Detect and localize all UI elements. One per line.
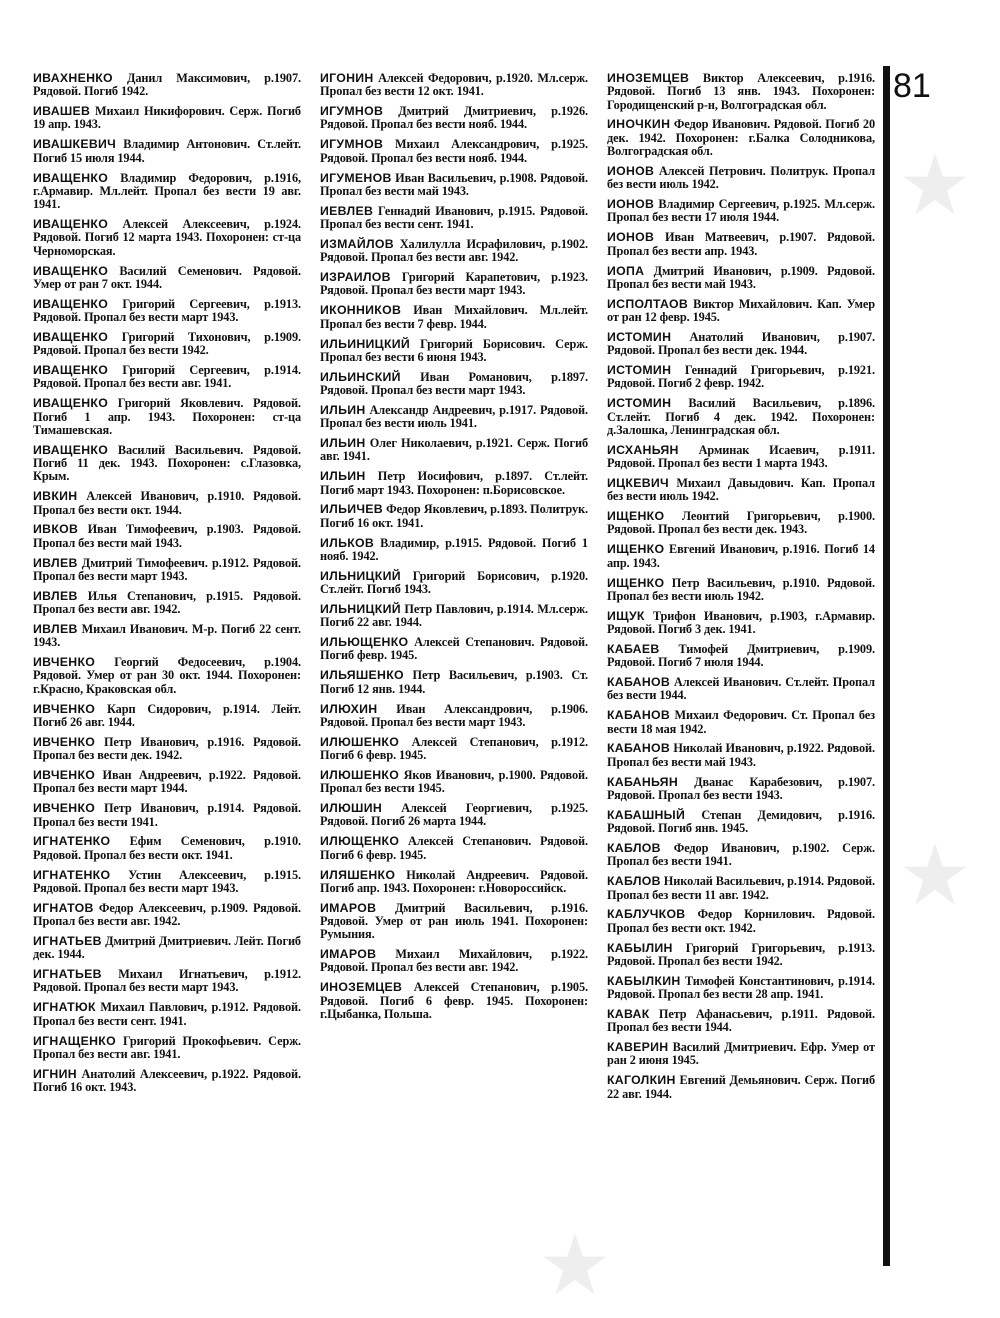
record-surname: ИЛЬИН: [320, 436, 366, 451]
record-entry: [607, 444, 875, 471]
record-details: Евгений Демьянович. Серж. Погиб 22 авг. 1944.: [607, 1073, 875, 1101]
record-surname: ИГНАТЕНКО: [33, 867, 111, 882]
record-entry: [607, 118, 875, 158]
record-surname: ИЛЮШЕНКО: [320, 734, 400, 749]
record-entry: [320, 570, 588, 597]
record-details: Дмитрий Дмитриевич, р.1926. Рядовой. Пропал без вести нояб. 1944.: [320, 104, 588, 132]
record-surname: ИОПА: [607, 263, 645, 278]
record-entry: [33, 364, 301, 391]
record-surname: ИВКОВ: [33, 522, 79, 537]
record-details: Михаил Игнатьевич, р.1912. Рядовой. Пропал без вести март 1943.: [33, 967, 301, 995]
record-entry: [320, 172, 588, 199]
record-entry: [33, 902, 301, 929]
record-entry: [320, 636, 588, 663]
record-surname: КАБЛОВ: [607, 874, 661, 889]
record-surname: ИГУМНОВ: [320, 104, 384, 119]
record-details: Петр Павлович, р.1914. Мл.серж. Погиб 22 авг. 1944.: [320, 602, 588, 630]
record-surname: ИЩЕНКО: [607, 509, 665, 524]
record-entry: [607, 165, 875, 192]
record-details: Федор Иванович. Рядовой. Погиб 20 дек. 1942. Похоронен: г.Балка Солодникова, Волгоградская обл.: [607, 117, 875, 159]
record-details: Петр Васильевич, р.1910. Рядовой. Пропал без вести июль 1942.: [607, 575, 875, 603]
record-surname: КАБАЕВ: [607, 641, 660, 656]
record-details: Григорий Сергеевич, р.1913. Рядовой. Пропал без вести март 1943.: [33, 296, 301, 325]
record-details: Дмитрий Васильевич, р.1916. Рядовой. Умер от ран июль 1941. Похоронен: Румыния.: [320, 900, 588, 942]
record-entry: [320, 769, 588, 796]
record-details: Иван Романович, р.1897. Рядовой. Пропал без вести март 1943.: [320, 369, 588, 397]
record-entry: [33, 1035, 301, 1062]
record-surname: КАВЕРИН: [607, 1040, 669, 1055]
record-surname: ИВАЩЕНКО: [33, 396, 109, 411]
record-surname: ИЕВЛЕВ: [320, 203, 374, 218]
record-surname: ИМАРОВ: [320, 947, 377, 962]
record-entry: [607, 975, 875, 1002]
record-entry: [33, 172, 301, 212]
record-details: Петр Иванович, р.1914. Рядовой. Пропал без вести 1941.: [33, 801, 301, 829]
record-surname: ИЛЬИН: [320, 402, 366, 417]
record-details: Григорий Карапетович, р.1923. Рядовой. Пропал без вести март 1943.: [320, 270, 588, 298]
record-surname: ИВЛЕВ: [33, 588, 78, 603]
record-entry: [33, 557, 301, 584]
record-surname: КАБАНЬЯН: [607, 774, 679, 789]
record-details: Петр Афанасьевич, р.1911. Рядовой. Пропал без вести 1944.: [607, 1006, 875, 1035]
record-details: Ефим Семенович, р.1910. Рядовой. Пропал без вести окт. 1941.: [33, 834, 301, 862]
record-surname: ИСТОМИН: [607, 396, 672, 411]
record-entry: [607, 72, 875, 112]
record-entry: [320, 371, 588, 398]
record-surname: ИВЧЕНКО: [33, 655, 96, 670]
record-entry: [33, 265, 301, 292]
record-details: Григорий Сергеевич, р.1914. Рядовой. Пропал без вести авг. 1941.: [33, 363, 301, 391]
record-entry: [33, 105, 301, 132]
record-details: Николай Васильевич, р.1914. Рядовой. Пропал без вести 11 авг. 1942.: [607, 874, 875, 902]
record-details: Михаил Давыдович. Кап. Пропал без вести июль 1942.: [607, 475, 875, 504]
record-details: Михаил Александрович, р.1925. Рядовой. Пропал без вести нояб. 1944.: [320, 137, 588, 165]
record-details: Анатолий Алексеевич, р.1922. Рядовой. Погиб 16 окт. 1943.: [33, 1066, 301, 1095]
record-surname: ИЛЮХИН: [320, 701, 378, 716]
record-details: Михаил Никифорович. Серж. Погиб 19 апр. 1943.: [33, 104, 301, 132]
page-number: 81: [893, 67, 931, 105]
record-surname: ИВЛЕВ: [33, 555, 78, 570]
record-details: Иван Андреевич, р.1922. Рядовой. Пропал без вести март 1944.: [33, 768, 301, 796]
record-entry: [607, 776, 875, 803]
record-details: Дмитрий Тимофеевич. р.1912. Рядовой. Пропал без вести март 1943.: [33, 555, 301, 583]
record-entry: [607, 643, 875, 670]
record-entry: [607, 510, 875, 537]
record-details: Василий Семенович. Рядовой. Умер от ран 7 окт. 1944.: [33, 263, 301, 291]
record-details: Владимир Сергеевич, р.1925. Мл.серж. Пропал без вести 17 июля 1944.: [607, 197, 875, 225]
record-details: Дмитрий Иванович, р.1909. Рядовой. Пропал без вести май 1943.: [607, 263, 875, 291]
record-entry: [33, 523, 301, 550]
record-details: Федор Алексеевич, р.1909. Рядовой. Пропал без вести авг. 1942.: [33, 900, 301, 929]
record-surname: ИЛЬЯШЕНКО: [320, 668, 404, 683]
record-entry: [320, 869, 588, 896]
record-entry: [320, 138, 588, 165]
record-details: Степан Демидович, р.1916. Рядовой. Погиб янв. 1945.: [607, 807, 875, 836]
record-entry: [33, 331, 301, 358]
record-details: Алексей Степанович, р.1912. Погиб 6 февр. 1945.: [320, 734, 588, 763]
record-entry: [320, 835, 588, 862]
record-entry: [33, 736, 301, 763]
record-entry: [320, 902, 588, 942]
record-entry: [320, 603, 588, 630]
column-2: [320, 72, 588, 1028]
record-entry: [607, 298, 875, 325]
record-surname: ИВЧЕНКО: [33, 801, 96, 816]
record-details: Арминак Исаевич, р.1911. Рядовой. Пропал без вести 1 марта 1943.: [607, 442, 875, 471]
record-entry: [33, 1001, 301, 1028]
record-details: Геннадий Григорьевич, р.1921. Рядовой. Погиб 2 февр. 1942.: [607, 363, 875, 391]
record-details: Василий Васильевич. Рядовой. Погиб 11 дек. 1943. Похоронен: с.Глазовка, Крым.: [33, 442, 301, 484]
record-surname: ИОНОВ: [607, 230, 655, 245]
record-details: Леонтий Григорьевич, р.1900. Рядовой. Пропал без вести дек. 1943.: [607, 509, 875, 537]
record-surname: КАВАК: [607, 1006, 650, 1021]
record-surname: КАБЫЛИН: [607, 940, 673, 955]
record-surname: ИГНАТОВ: [33, 900, 94, 915]
record-entry: [320, 736, 588, 763]
watermark-star-icon: [540, 1230, 610, 1300]
record-details: Михаил Михайлович, р.1922. Рядовой. Пропал без вести авг. 1942.: [320, 947, 588, 975]
record-details: Алексей Степанович. Рядовой. Погиб 6 февр. 1945.: [320, 834, 589, 862]
record-surname: ИСХАНЬЯН: [607, 442, 679, 457]
record-entry: [320, 271, 588, 298]
record-details: Олег Николаевич, р.1921. Серж. Погиб авг. 1941.: [320, 436, 588, 464]
record-surname: ИГНАТЕНКО: [33, 834, 111, 849]
record-details: Алексей Степанович. Рядовой. Погиб февр. 1945.: [320, 635, 589, 663]
record-surname: КАГОЛКИН: [607, 1073, 676, 1088]
record-surname: ИНОЗЕМЦЕВ: [320, 980, 403, 995]
record-details: Алексей Федорович, р.1920. Мл.серж. Пропал без вести 12 окт. 1941.: [320, 71, 588, 99]
record-surname: ИГОНИН: [320, 71, 374, 85]
record-surname: ИГУМЕНОВ: [320, 170, 392, 185]
record-details: Михаил Федорович. Ст. Пропал без вести 18 мая 1942.: [607, 708, 875, 736]
record-surname: ИЗМАЙЛОВ: [320, 236, 394, 251]
record-surname: КАБАНОВ: [607, 741, 671, 756]
record-entry: [33, 1068, 301, 1095]
record-entry: [607, 809, 875, 836]
record-details: Виктор Михайлович. Кап. Умер от ран 12 февр. 1945.: [607, 296, 875, 325]
record-entry: [320, 503, 588, 530]
record-entry: [33, 490, 301, 517]
record-entry: [33, 397, 301, 437]
record-surname: ИГНАТЮК: [33, 1000, 96, 1015]
record-surname: ИЛЬИЧЕВ: [320, 502, 383, 517]
record-surname: ИЛЬНИЦКИЙ: [320, 602, 401, 616]
record-entry: [33, 138, 301, 165]
watermark-star-icon: [900, 150, 970, 220]
record-surname: ИГНИН: [33, 1066, 77, 1081]
record-entry: [607, 676, 875, 703]
record-details: Алексей Степанович, р.1905. Рядовой. Погиб 6 февр. 1945. Похоронен: г.Цыбанка, Польша.: [320, 980, 588, 1021]
record-entry: [607, 543, 875, 570]
record-entry: [607, 397, 875, 437]
record-surname: ИВЛЕВ: [33, 622, 78, 636]
record-details: Петр Иванович, р.1916. Рядовой. Пропал без вести дек. 1942.: [33, 734, 301, 763]
record-entry: [320, 304, 588, 331]
column-1: [33, 72, 301, 1101]
record-surname: ИВАЩЕНКО: [33, 170, 109, 185]
record-surname: ИЛЬНИЦКИЙ: [320, 568, 401, 583]
record-details: Илья Степанович, р.1915. Рядовой. Пропал без вести авг. 1942.: [33, 588, 301, 617]
record-entry: [33, 769, 301, 796]
record-details: Петр Иосифович, р.1897. Ст.лейт. Погиб март 1943. Похоронен: п.Борисовское.: [320, 469, 588, 497]
record-details: Тимофей Константинович, р.1914. Рядовой. Пропал без вести 28 апр. 1941.: [607, 973, 875, 1002]
record-surname: ИВАЩЕНКО: [33, 363, 109, 378]
record-entry: [607, 709, 875, 736]
record-entry: [320, 105, 588, 132]
record-surname: ИВАЩЕНКО: [33, 329, 109, 344]
record-entry: [320, 238, 588, 265]
record-details: Данил Максимович, р.1907. Рядовой. Погиб 1942.: [33, 71, 301, 99]
record-surname: КАБАНОВ: [607, 708, 671, 723]
record-details: Федор Иванович, р.1902. Серж. Пропал без вести 1941.: [607, 841, 875, 869]
record-details: Федор Яковлевич, р.1893. Политрук. Погиб 16 окт. 1941.: [320, 502, 588, 530]
record-surname: ИВАШЕВ: [33, 104, 91, 119]
record-entry: [33, 590, 301, 617]
record-details: Евгений Иванович, р.1916. Погиб 14 апр. 1943.: [607, 542, 875, 570]
record-surname: ИВЧЕНКО: [33, 701, 96, 716]
record-entry: [607, 331, 875, 358]
record-details: Алексей Георгиевич, р.1925. Рядовой. Погиб 26 марта 1944.: [320, 801, 588, 829]
record-entry: [33, 802, 301, 829]
record-details: Алексей Петрович. Политрук. Пропал без вести июль 1942.: [607, 163, 875, 192]
record-details: Василий Дмитриевич. Ефр. Умер от ран 2 июня 1945.: [607, 1040, 875, 1068]
record-surname: ИВЧЕНКО: [33, 734, 96, 749]
record-details: Михаил Павлович, р.1912. Рядовой. Пропал без вести сент. 1941.: [33, 1000, 301, 1028]
record-entry: [607, 577, 875, 604]
record-entry: [33, 623, 301, 650]
record-entry: [607, 875, 875, 902]
record-details: Яков Иванович, р.1900. Рядовой. Пропал без вести 1945.: [320, 767, 589, 796]
record-details: Виктор Алексеевич, р.1916. Рядовой. Погиб 13 янв. 1943. Похоронен: Городищенский р-н, Волгоградская обл.: [607, 71, 875, 112]
record-surname: ИНОЗЕМЦЕВ: [607, 71, 690, 85]
record-details: Николай Андреевич. Рядовой. Погиб апр. 1943. Похоронен: г.Новороссийск.: [320, 867, 588, 895]
record-surname: ИЩЕНКО: [607, 542, 665, 557]
record-entry: [607, 842, 875, 869]
record-entry: [607, 1008, 875, 1035]
record-surname: ИГНАТЬЕВ: [33, 933, 102, 948]
watermark-star-icon: [900, 840, 970, 910]
record-surname: ИВАЩЕНКО: [33, 217, 109, 232]
record-surname: ИГНАТЬЕВ: [33, 967, 102, 982]
record-entry: [607, 198, 875, 225]
record-surname: ИЛЯШЕНКО: [320, 867, 396, 882]
record-surname: ИОНОВ: [607, 197, 655, 212]
record-details: Карп Сидорович, р.1914. Лейт. Погиб 26 авг. 1944.: [33, 701, 301, 729]
record-surname: ИЛЬКОВ: [320, 535, 375, 550]
record-entry: [33, 218, 301, 258]
record-entry: [607, 231, 875, 258]
record-entry: [33, 935, 301, 962]
record-surname: ИВАШКЕВИЧ: [33, 137, 117, 152]
page-edge-bar: [883, 66, 890, 1266]
record-entry: [33, 72, 301, 99]
record-surname: КАБЛУЧКОВ: [607, 907, 686, 922]
record-details: Алексей Иванович. Ст.лейт. Пропал без вести 1944.: [607, 675, 875, 703]
record-details: Григорий Тихонович, р.1909. Рядовой. Пропал без вести 1942.: [33, 329, 301, 358]
record-details: Григорий Григорьевич, р.1913. Рядовой. Пропал без вести 1942.: [607, 940, 875, 968]
record-entry: [33, 968, 301, 995]
record-surname: ИВАЩЕНКО: [33, 263, 109, 278]
record-surname: ИВАХНЕНКО: [33, 71, 113, 85]
record-details: Василий Васильевич, р.1896. Ст.лейт. Погиб 4 дек. 1942. Похоронен: д.Залошка, Ленинградская обл.: [607, 396, 875, 437]
record-details: Трифон Иванович, р.1903, г.Армавир. Рядовой. Погиб 3 дек. 1941.: [607, 608, 875, 636]
record-details: Григорий Борисович, р.1920. Ст.лейт. Погиб 1943.: [320, 568, 588, 597]
record-entry: [320, 537, 588, 564]
record-details: Алексей Алексеевич, р.1924. Рядовой. Погиб 12 марта 1943. Похоронен: ст-ца Черноморская.: [33, 217, 301, 258]
record-entry: [607, 265, 875, 292]
record-details: Халилулла Исрафилович, р.1902. Рядовой. Пропал без вести авг. 1942.: [320, 236, 588, 265]
record-entry: [320, 404, 588, 431]
record-entry: [33, 444, 301, 484]
record-surname: ИВКИН: [33, 489, 78, 504]
record-details: Иван Матвеевич, р.1907. Рядовой. Пропал без вести апр. 1943.: [607, 230, 875, 258]
record-surname: ИЛЮШЕНКО: [320, 767, 400, 782]
record-entry: [320, 981, 588, 1021]
record-entry: [320, 948, 588, 975]
record-entry: [320, 437, 588, 464]
column-3: [607, 72, 875, 1108]
record-entry: [607, 610, 875, 637]
record-surname: ИЗРАИЛОВ: [320, 270, 391, 285]
record-details: Геннадий Иванович, р.1915. Рядовой. Пропал без вести сент. 1941.: [320, 203, 588, 232]
record-surname: КАБЫЛКИН: [607, 973, 681, 988]
record-details: Александр Андреевич, р.1917. Рядовой. Пропал без вести июль 1941.: [320, 402, 588, 431]
record-details: Николай Иванович, р.1922. Рядовой. Пропал без вести май 1943.: [607, 741, 875, 769]
record-details: Владимир Федорович, р.1916, г.Армавир. Мл.лейт. Пропал без вести 19 авг. 1941.: [33, 170, 302, 212]
record-entry: [320, 802, 588, 829]
record-entry: [320, 703, 588, 730]
record-entry: [320, 72, 588, 99]
record-entry: [607, 942, 875, 969]
record-details: Иван Александрович, р.1906. Рядовой. Пропал без вести март 1943.: [320, 701, 588, 729]
record-details: Михаил Иванович. М-р. Погиб 22 сент. 1943.: [33, 622, 301, 650]
record-entry: [33, 869, 301, 896]
record-details: Дмитрий Дмитриевич. Лейт. Погиб дек. 1944.: [33, 933, 301, 962]
record-entry: [320, 470, 588, 497]
record-entry: [607, 742, 875, 769]
record-details: Владимир Антонович. Ст.лейт. Погиб 15 июля 1944.: [33, 137, 301, 165]
record-surname: ИГНАЩЕНКО: [33, 1033, 116, 1048]
record-surname: ИЛЬИН: [320, 469, 366, 484]
record-details: Григорий Прокофьевич. Серж. Пропал без вести авг. 1941.: [33, 1033, 301, 1061]
record-entry: [607, 477, 875, 504]
record-surname: ИВАЩЕНКО: [33, 442, 109, 457]
record-details: Григорий Борисович. Серж. Пропал без вести 6 июня 1943.: [320, 336, 588, 364]
record-surname: ИСПОЛТАОВ: [607, 296, 689, 311]
record-surname: ИЦКЕВИЧ: [607, 475, 669, 490]
record-surname: ИЩУК: [607, 608, 645, 623]
record-surname: КАБАШНЫЙ: [607, 807, 686, 822]
record-surname: ИОНОВ: [607, 163, 655, 178]
record-surname: КАБЛОВ: [607, 841, 661, 856]
record-entry: [607, 1041, 875, 1068]
record-entry: [320, 338, 588, 365]
record-surname: ИЛЮШИН: [320, 801, 383, 816]
record-surname: ИВЧЕНКО: [33, 768, 96, 783]
record-surname: ИЩЕНКО: [607, 575, 665, 590]
record-details: Федор Корнилович. Рядовой. Пропал без вести окт. 1942.: [607, 907, 875, 935]
record-surname: КАБАНОВ: [607, 675, 671, 690]
record-details: Тимофей Дмитриевич, р.1909. Рядовой. Погиб 7 июля 1944.: [607, 641, 875, 670]
record-details: Григорий Яковлевич. Рядовой. Погиб 1 апр. 1943. Похоронен: ст-ца Тимашевская.: [33, 396, 302, 437]
record-entry: [320, 669, 588, 696]
record-surname: ИГУМНОВ: [320, 137, 384, 152]
record-entry: [33, 703, 301, 730]
record-details: Иван Васильевич, р.1908. Рядовой. Пропал без вести май 1943.: [320, 170, 588, 198]
record-details: Иван Михайлович. Мл.лейт. Пропал без вести 7 февр. 1944.: [320, 303, 588, 331]
record-entry: [33, 835, 301, 862]
record-details: Дванас Карабезович, р.1907. Рядовой. Пропал без вести 1943.: [607, 774, 875, 802]
record-surname: ИСТОМИН: [607, 363, 672, 378]
record-surname: ИНОЧКИН: [607, 117, 671, 132]
record-surname: ИЛЬИНСКИЙ: [320, 369, 401, 384]
record-details: Георгий Федосеевич, р.1904. Рядовой. Умер от ран 30 окт. 1944. Похоронен: г.Красно, Краковская обл.: [33, 655, 301, 696]
record-surname: ИМАРОВ: [320, 900, 377, 915]
record-details: Устин Алексеевич, р.1915. Рядовой. Пропал без вести март 1943.: [33, 867, 301, 895]
record-entry: [607, 1074, 875, 1101]
record-entry: [320, 205, 588, 232]
record-surname: ИСТОМИН: [607, 329, 672, 344]
record-entry: [33, 656, 301, 696]
record-surname: ИЛЬИНИЦКИЙ: [320, 336, 411, 351]
record-details: Алексей Иванович, р.1910. Рядовой. Пропал без вести окт. 1944.: [33, 489, 301, 517]
record-entry: [33, 298, 301, 325]
record-entry: [607, 908, 875, 935]
record-details: Иван Тимофеевич, р.1903. Рядовой. Пропал без вести май 1943.: [33, 522, 301, 550]
record-surname: ИЛЮЩЕНКО: [320, 834, 400, 849]
record-surname: ИВАЩЕНКО: [33, 296, 109, 311]
record-details: Анатолий Иванович, р.1907. Рядовой. Пропал без вести дек. 1944.: [607, 329, 875, 358]
record-surname: ИКОННИКОВ: [320, 303, 402, 318]
record-entry: [607, 364, 875, 391]
record-details: Владимир, р.1915. Рядовой. Погиб 1 нояб. 1942.: [320, 535, 588, 563]
record-surname: ИЛЬЮЩЕНКО: [320, 635, 409, 650]
record-details: Петр Васильевич, р.1903. Ст. Погиб 12 янв. 1944.: [320, 668, 589, 696]
